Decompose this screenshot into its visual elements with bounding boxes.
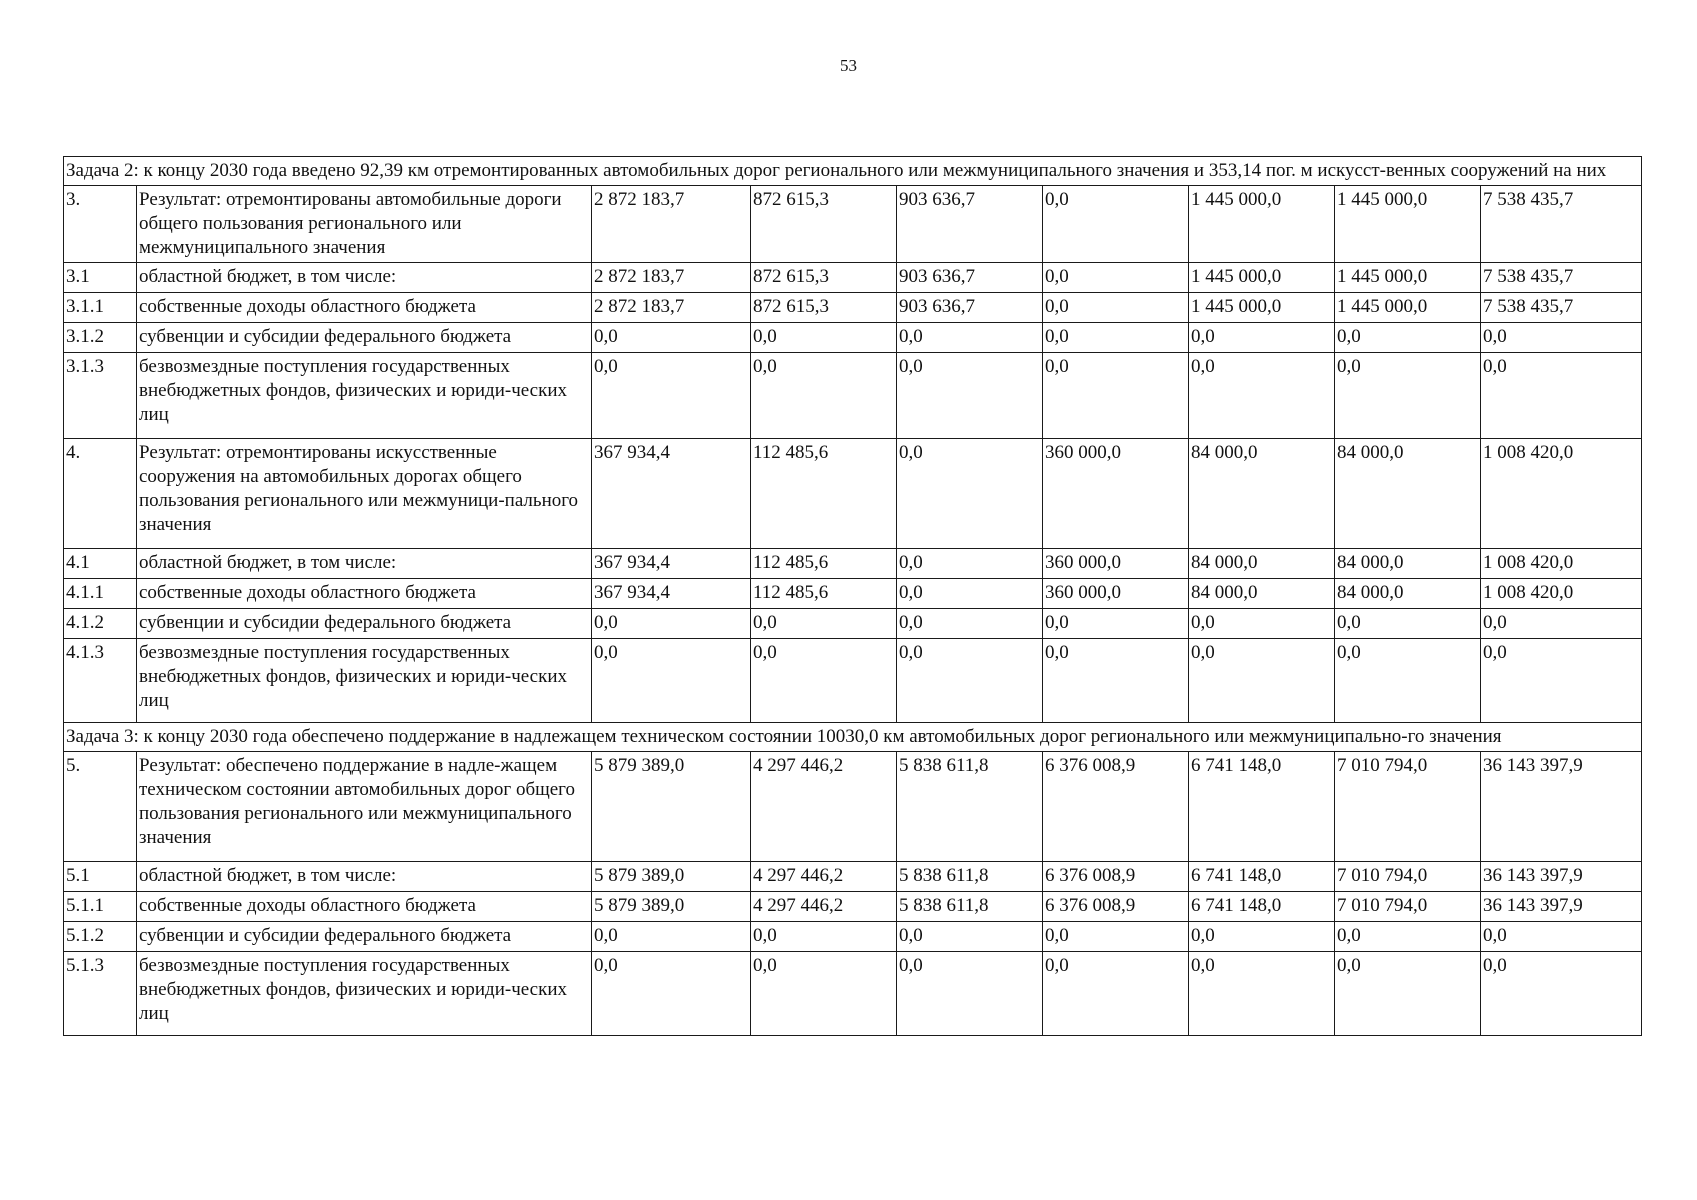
- row-number: 5.1.1: [64, 892, 137, 922]
- value-cell: 2 872 183,7: [592, 263, 751, 293]
- row-name: областной бюджет, в том числе:: [137, 549, 592, 579]
- value-cell: 0,0: [592, 323, 751, 353]
- value-cell: 7 538 435,7: [1481, 186, 1642, 263]
- row-number: 4.1: [64, 549, 137, 579]
- value-cell: 903 636,7: [897, 186, 1043, 263]
- value-cell: 7 538 435,7: [1481, 263, 1642, 293]
- table-row: [64, 609, 1642, 639]
- table-row: [64, 922, 1642, 952]
- value-cell: 872 615,3: [751, 293, 897, 323]
- value-cell: 0,0: [897, 353, 1043, 439]
- table-row: [64, 323, 1642, 353]
- row-number: 4.1.1: [64, 579, 137, 609]
- value-cell: 0,0: [1335, 609, 1481, 639]
- value-cell: 0,0: [1189, 922, 1335, 952]
- row-name: областной бюджет, в том числе:: [137, 263, 592, 293]
- value-cell: 0,0: [592, 353, 751, 439]
- value-cell: 0,0: [1189, 353, 1335, 439]
- row-name: безвозмездные поступления государственных внебюджетных фондов, физических и юриди-ческих лиц: [137, 639, 592, 723]
- value-cell: 0,0: [751, 353, 897, 439]
- value-cell: 0,0: [1043, 609, 1189, 639]
- value-cell: 1 445 000,0: [1189, 293, 1335, 323]
- row-name: собственные доходы областного бюджета: [137, 579, 592, 609]
- value-cell: 0,0: [897, 439, 1043, 549]
- value-cell: 0,0: [1481, 323, 1642, 353]
- value-cell: 84 000,0: [1335, 579, 1481, 609]
- table-row: [64, 952, 1642, 1036]
- value-cell: 0,0: [592, 609, 751, 639]
- row-number: 4.1.2: [64, 609, 137, 639]
- row-number: 5.1.3: [64, 952, 137, 1036]
- value-cell: 0,0: [751, 922, 897, 952]
- task-2-row: [64, 157, 1642, 186]
- value-cell: 84 000,0: [1189, 439, 1335, 549]
- value-cell: 1 445 000,0: [1189, 263, 1335, 293]
- page-number: 53: [840, 56, 857, 75]
- value-cell: 0,0: [751, 952, 897, 1036]
- value-cell: 360 000,0: [1043, 439, 1189, 549]
- value-cell: 0,0: [1481, 639, 1642, 723]
- table-row: [64, 579, 1642, 609]
- value-cell: 0,0: [1189, 639, 1335, 723]
- value-cell: 1 008 420,0: [1481, 439, 1642, 549]
- value-cell: 0,0: [1043, 353, 1189, 439]
- row-number: 3.1: [64, 263, 137, 293]
- value-cell: 36 143 397,9: [1481, 752, 1642, 862]
- value-cell: 84 000,0: [1189, 549, 1335, 579]
- value-cell: 360 000,0: [1043, 549, 1189, 579]
- value-cell: 0,0: [1043, 922, 1189, 952]
- value-cell: 0,0: [1335, 922, 1481, 952]
- value-cell: 2 872 183,7: [592, 293, 751, 323]
- value-cell: 0,0: [1335, 639, 1481, 723]
- value-cell: 112 485,6: [751, 579, 897, 609]
- value-cell: 0,0: [1043, 263, 1189, 293]
- value-cell: 872 615,3: [751, 263, 897, 293]
- value-cell: 112 485,6: [751, 439, 897, 549]
- value-cell: 7 538 435,7: [1481, 293, 1642, 323]
- row-name: безвозмездные поступления государственных внебюджетных фондов, физических и юриди-ческих лиц: [137, 353, 592, 439]
- value-cell: 6 376 008,9: [1043, 892, 1189, 922]
- row-name: субвенции и субсидии федерального бюджета: [137, 609, 592, 639]
- value-cell: 0,0: [1481, 922, 1642, 952]
- value-cell: 5 879 389,0: [592, 892, 751, 922]
- value-cell: 360 000,0: [1043, 579, 1189, 609]
- value-cell: 6 741 148,0: [1189, 862, 1335, 892]
- value-cell: 0,0: [1189, 323, 1335, 353]
- value-cell: 367 934,4: [592, 439, 751, 549]
- value-cell: 0,0: [1189, 609, 1335, 639]
- value-cell: 36 143 397,9: [1481, 892, 1642, 922]
- value-cell: 0,0: [592, 952, 751, 1036]
- budget-table: [63, 156, 1642, 1036]
- value-cell: 4 297 446,2: [751, 752, 897, 862]
- value-cell: 6 741 148,0: [1189, 892, 1335, 922]
- value-cell: 1 445 000,0: [1189, 186, 1335, 263]
- value-cell: 367 934,4: [592, 579, 751, 609]
- value-cell: 1 445 000,0: [1335, 263, 1481, 293]
- value-cell: 0,0: [1481, 353, 1642, 439]
- value-cell: 6 376 008,9: [1043, 752, 1189, 862]
- value-cell: 0,0: [897, 609, 1043, 639]
- value-cell: 0,0: [897, 922, 1043, 952]
- value-cell: 0,0: [751, 323, 897, 353]
- row-name: собственные доходы областного бюджета: [137, 293, 592, 323]
- value-cell: 5 879 389,0: [592, 752, 751, 862]
- value-cell: 5 838 611,8: [897, 892, 1043, 922]
- value-cell: 0,0: [1481, 952, 1642, 1036]
- row-name: субвенции и субсидии федерального бюджета: [137, 922, 592, 952]
- value-cell: 903 636,7: [897, 293, 1043, 323]
- row-number: 5.: [64, 752, 137, 862]
- row-name: Результат: обеспечено поддержание в надле-жащем техническом состоянии автомобильных дорог общего пользования регионального или межмуниципального значения: [137, 752, 592, 862]
- row-number: 5.1.2: [64, 922, 137, 952]
- task-3-row: [64, 723, 1642, 752]
- value-cell: 0,0: [592, 922, 751, 952]
- value-cell: 0,0: [1335, 952, 1481, 1036]
- row-name: собственные доходы областного бюджета: [137, 892, 592, 922]
- value-cell: 0,0: [897, 549, 1043, 579]
- table-row: [64, 263, 1642, 293]
- row-name: субвенции и субсидии федерального бюджета: [137, 323, 592, 353]
- table-row: [64, 639, 1642, 723]
- table-row: [64, 752, 1642, 862]
- value-cell: 84 000,0: [1189, 579, 1335, 609]
- value-cell: 7 010 794,0: [1335, 862, 1481, 892]
- table-row: [64, 892, 1642, 922]
- table-row: [64, 353, 1642, 439]
- value-cell: 0,0: [751, 609, 897, 639]
- value-cell: 0,0: [1335, 353, 1481, 439]
- row-name: Результат: отремонтированы искусственные сооружения на автомобильных дорогах общего пользования регионального или межмуници-пального значения: [137, 439, 592, 549]
- value-cell: 0,0: [897, 639, 1043, 723]
- row-number: 4.: [64, 439, 137, 549]
- value-cell: 0,0: [1043, 323, 1189, 353]
- value-cell: 4 297 446,2: [751, 862, 897, 892]
- row-number: 3.1.3: [64, 353, 137, 439]
- value-cell: 2 872 183,7: [592, 186, 751, 263]
- row-number: 3.1.1: [64, 293, 137, 323]
- value-cell: 0,0: [751, 639, 897, 723]
- value-cell: 1 445 000,0: [1335, 293, 1481, 323]
- value-cell: 5 838 611,8: [897, 752, 1043, 862]
- table-row: [64, 862, 1642, 892]
- value-cell: 84 000,0: [1335, 439, 1481, 549]
- row-number: 3.1.2: [64, 323, 137, 353]
- row-name: Результат: отремонтированы автомобильные дороги общего пользования регионального или межмуниципального значения: [137, 186, 592, 263]
- value-cell: 6 376 008,9: [1043, 862, 1189, 892]
- value-cell: 0,0: [1043, 293, 1189, 323]
- value-cell: 0,0: [1481, 609, 1642, 639]
- row-number: 5.1: [64, 862, 137, 892]
- table-row: [64, 293, 1642, 323]
- value-cell: 0,0: [1043, 639, 1189, 723]
- value-cell: 903 636,7: [897, 263, 1043, 293]
- value-cell: 7 010 794,0: [1335, 752, 1481, 862]
- value-cell: 872 615,3: [751, 186, 897, 263]
- row-name: безвозмездные поступления государственных внебюджетных фондов, физических и юриди-ческих лиц: [137, 952, 592, 1036]
- value-cell: 0,0: [592, 639, 751, 723]
- table-row: [64, 439, 1642, 549]
- row-name: областной бюджет, в том числе:: [137, 862, 592, 892]
- value-cell: 1 008 420,0: [1481, 579, 1642, 609]
- value-cell: 1 008 420,0: [1481, 549, 1642, 579]
- value-cell: 6 741 148,0: [1189, 752, 1335, 862]
- value-cell: 0,0: [897, 952, 1043, 1036]
- table-row: [64, 186, 1642, 263]
- value-cell: 0,0: [897, 579, 1043, 609]
- task-3-text: Задача 3: к концу 2030 года обеспечено поддержание в надлежащем техническом состоянии 10030,0 км автомобильных дорог регионального или межмуниципально-го значения: [64, 723, 1642, 752]
- value-cell: 5 838 611,8: [897, 862, 1043, 892]
- value-cell: 0,0: [897, 323, 1043, 353]
- value-cell: 36 143 397,9: [1481, 862, 1642, 892]
- value-cell: 84 000,0: [1335, 549, 1481, 579]
- value-cell: 0,0: [1335, 323, 1481, 353]
- value-cell: 367 934,4: [592, 549, 751, 579]
- value-cell: 0,0: [1189, 952, 1335, 1036]
- value-cell: 4 297 446,2: [751, 892, 897, 922]
- task-2-text: Задача 2: к концу 2030 года введено 92,39 км отремонтированных автомобильных дорог регионального или межмуниципального значения и 353,14 пог. м искусст-венных сооружений на них: [64, 157, 1642, 186]
- row-number: 4.1.3: [64, 639, 137, 723]
- value-cell: 0,0: [1043, 952, 1189, 1036]
- row-number: 3.: [64, 186, 137, 263]
- value-cell: 1 445 000,0: [1335, 186, 1481, 263]
- value-cell: 7 010 794,0: [1335, 892, 1481, 922]
- value-cell: 5 879 389,0: [592, 862, 751, 892]
- value-cell: 0,0: [1043, 186, 1189, 263]
- table-row: [64, 549, 1642, 579]
- value-cell: 112 485,6: [751, 549, 897, 579]
